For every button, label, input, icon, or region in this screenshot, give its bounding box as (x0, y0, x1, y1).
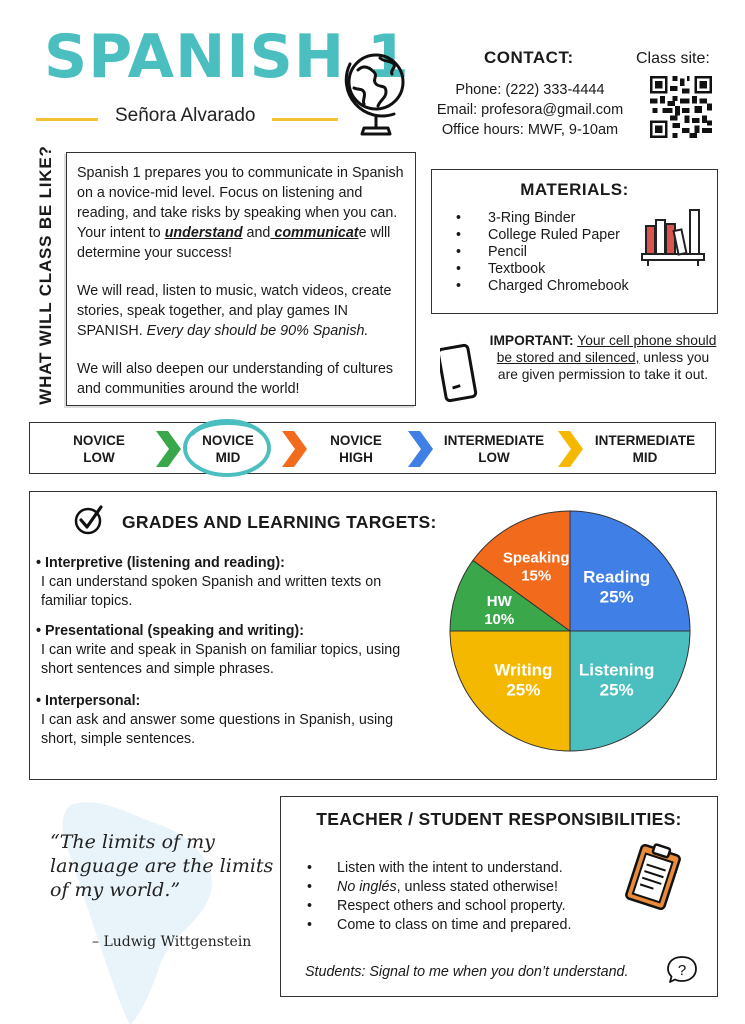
level-line1: NOVICE (330, 433, 382, 448)
pie-value-listening: 25% (599, 680, 634, 700)
p2-emphasis: Every day should be 90% Spanish. (146, 323, 369, 339)
side-heading (34, 145, 58, 405)
materials-heading: MATERIALS: (520, 180, 629, 199)
pie-value-hw: 10% (484, 611, 515, 629)
pie-value-writing: 25% (506, 680, 541, 700)
responsibilities-box (280, 796, 718, 997)
title-divider-left (36, 118, 98, 121)
learning-target (36, 692, 416, 749)
description-paragraph-1 (77, 163, 405, 263)
learning-target (36, 554, 416, 611)
quote-line: language are the limits (50, 855, 274, 877)
target-title-text: Interpretive (listening and reading): (44, 555, 285, 571)
list-item: • Pencil (456, 244, 629, 261)
contact-info (432, 80, 628, 140)
target-body: I can write and speak in Spanish on familiar topics, using short sentences and simple phrases. (41, 642, 401, 677)
question-bubble-icon (666, 955, 698, 985)
chevron-right-icon (406, 431, 434, 467)
signal-note: Students: Signal to me when you don’t understand. (305, 964, 629, 980)
teacher-name: Señora Alvarado (115, 105, 256, 126)
target-title: • Presentational (speaking and writing): (36, 623, 304, 639)
learning-target (36, 622, 416, 679)
grades-heading: GRADES AND LEARNING TARGETS: (122, 512, 437, 532)
important-rest: unless you are given permission to take it out. (497, 350, 710, 382)
contact-hours: Office hours: MWF, 9-10am (441, 122, 619, 138)
quote-author: – Ludwig Wittgenstein (92, 934, 252, 950)
side-heading-text: WHAT WILL CLASS BE LIKE? (36, 145, 55, 405)
phone-icon (440, 337, 482, 403)
level-novice-low (40, 432, 158, 466)
description-paragraph-2 (77, 281, 405, 341)
important-note (488, 332, 718, 383)
grades-box (29, 491, 717, 780)
target-body: I can understand spoken Spanish and written texts on familiar topics. (41, 574, 382, 609)
target-title-text: Interpersonal: (44, 693, 141, 709)
contact-email[interactable]: Email: profesora@gmail.com (436, 102, 624, 118)
important-label: IMPORTANT: (489, 333, 574, 348)
qr-code-icon[interactable] (650, 76, 712, 138)
p1-mid: and (242, 225, 271, 241)
p1-start: Spanish 1 prepares you to communicate in Spanish on a novice-mid level. Focus on listening and reading, and take risks by speaking when you can. Your intent to (77, 165, 404, 241)
target-title: • Interpretive (listening and reading): (36, 555, 285, 571)
list-item: • College Ruled Paper (456, 227, 629, 244)
item-rest: , unless stated otherwise! (396, 879, 558, 895)
chevron-right-icon (556, 431, 584, 467)
clipboard-icon (623, 841, 683, 911)
quote-text (50, 830, 273, 902)
target-title: • Interpersonal: (36, 693, 141, 709)
checkmark-circle-icon (74, 505, 104, 535)
list-item: • Charged Chromebook (456, 278, 629, 295)
p1-emphasis-understand: understand (164, 225, 243, 241)
description-paragraph-3: We will also deepen our understanding of cultures and communities around the world! (77, 361, 394, 397)
level-intermediate-low (432, 432, 556, 466)
current-level-circle (182, 417, 272, 479)
class-description-box (66, 152, 416, 406)
pie-label-writing: Writing (494, 660, 553, 680)
responsibilities-heading: TEACHER / STUDENT RESPONSIBILITIES: (316, 809, 682, 829)
important-underlined: Your cell phone should be stored and silenced, (496, 333, 717, 365)
chevron-right-icon (154, 431, 182, 467)
level-intermediate-mid (582, 432, 708, 466)
contact-heading: CONTACT: (484, 48, 574, 67)
level-line2: LOW (83, 450, 115, 465)
p2-start: We will read, listen to music, watch videos, create stories, speak together, and play games IN SPANISH. (77, 283, 392, 339)
list-item: • Come to class on time and prepared. (307, 916, 571, 935)
pie-label-hw: HW (486, 593, 512, 611)
level-novice-high (308, 432, 404, 466)
no-ingles-emphasis: No inglés (337, 879, 397, 895)
list-item: • Respect others and school property. (307, 897, 571, 916)
pie-label-speaking: Speaking (502, 549, 570, 567)
contact-phone: Phone: (222) 333-4444 (455, 82, 605, 98)
pie-value-reading: 25% (599, 587, 634, 607)
level-line2: LOW (478, 450, 510, 465)
materials-list (456, 210, 629, 295)
level-line1: INTERMEDIATE (443, 433, 545, 448)
grades-pie-chart (442, 508, 698, 754)
p1-end: e wlll determine your success! (77, 225, 391, 261)
quote-line: of my world.” (50, 879, 181, 901)
list-item: • Textbook (456, 261, 629, 278)
title-divider-right (272, 118, 338, 121)
target-body: I can ask and answer some questions in Spanish, using short, simple sentences. (41, 712, 394, 747)
target-title-text: Presentational (speaking and writing): (44, 623, 304, 639)
responsibilities-list (307, 859, 571, 935)
level-line1: NOVICE (73, 433, 125, 448)
pie-label-listening: Listening (578, 660, 655, 680)
level-line1: NOVICE (202, 433, 254, 448)
list-item (307, 878, 571, 897)
materials-box (431, 169, 718, 314)
p1-emphasis-communicate: communicat (270, 225, 359, 241)
list-item: • Listen with the intent to understand. (307, 859, 571, 878)
level-line2: HIGH (339, 450, 373, 465)
globe-icon (336, 42, 416, 138)
list-item: • 3-Ring Binder (456, 210, 629, 227)
pie-label-reading: Reading (583, 567, 651, 587)
level-line2: MID (632, 450, 658, 465)
class-site-label: Class site: (636, 50, 710, 67)
quote-line: “The limits of my (50, 831, 215, 853)
page-title: SPANISH 1 (44, 22, 410, 92)
chevron-right-icon (280, 431, 308, 467)
level-line1: INTERMEDIATE (594, 433, 696, 448)
svg-text:?: ? (677, 962, 687, 979)
pie-value-speaking: 15% (521, 567, 552, 585)
level-line2: MID (215, 450, 241, 465)
proficiency-levels (29, 422, 716, 474)
books-icon (640, 206, 706, 268)
